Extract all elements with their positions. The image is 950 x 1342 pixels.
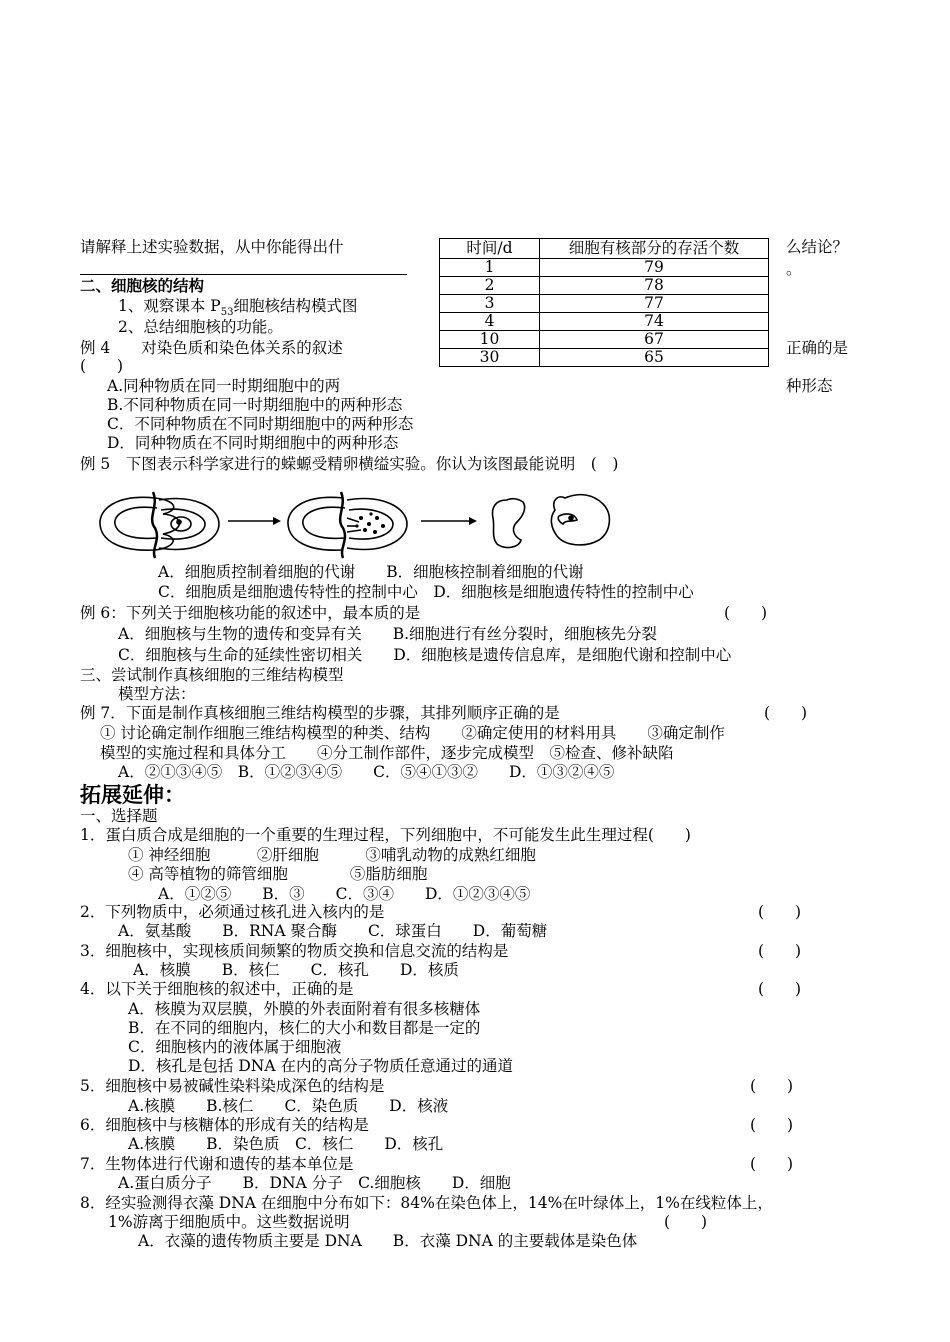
question-stem: 例 7．下面是制作真核细胞三维结构模型的步骤，其排列顺序正确的是 xyxy=(80,704,560,722)
option: C．细胞核内的液体属于细胞液 xyxy=(128,1038,342,1056)
answer-paren: ( ) xyxy=(664,1213,708,1231)
answer-paren: ( ) xyxy=(750,1155,794,1173)
option: D．核孔是包括 DNA 在内的高分子物质任意通过的通道 xyxy=(128,1057,513,1075)
table-row xyxy=(440,277,769,295)
options-row: A．氨基酸 B．RNA 聚合酶 C．球蛋白 D．葡萄糖 xyxy=(118,922,548,940)
option: B.不同种物质在同一时期细胞中的两种形态 xyxy=(107,396,403,414)
answer-paren: ( ) xyxy=(758,942,802,960)
table-header-count: 细胞有核部分的存活个数 xyxy=(540,239,769,259)
section-sub: 一、选择题 xyxy=(80,807,158,825)
egg-cell-1 xyxy=(100,492,219,558)
answer-line xyxy=(80,274,407,275)
question-stem: 2．下列物质中，必须通过核孔进入核内的是 xyxy=(80,903,385,921)
intro-text: 请解释上述实验数据，从中你能得出什 xyxy=(80,238,344,256)
options-row: A.核膜 B．染色质 C．核仁 D．核孔 xyxy=(128,1135,444,1153)
section-title: 三、尝试制作真核细胞的三维结构模型 xyxy=(80,666,344,684)
answer-paren: ( ) xyxy=(750,1116,794,1134)
item-text: 1、观察课本 P xyxy=(118,297,221,315)
egg-half-left xyxy=(493,499,525,548)
answer-paren: ( ) xyxy=(764,704,808,722)
answer-paren: ( ) xyxy=(758,980,802,998)
question-stem: 8．经实验测得衣藻 DNA 在细胞中分布如下：84%在染色体上，14%在叶绿体上，1%在线粒体上， xyxy=(80,1194,773,1212)
table-header-time: 时间/d xyxy=(440,239,540,259)
item-text: 细胞核结构模式图 xyxy=(233,297,358,315)
question-stem: 1．蛋白质合成是细胞的一个重要的生理过程，下列细胞中，不可能发生此生理过程( ) xyxy=(80,826,691,844)
table-row xyxy=(440,331,769,349)
options-row: A.蛋白质分子 B．DNA 分子 C.细胞核 D．细胞 xyxy=(118,1174,511,1192)
extension-title: 拓展延伸： xyxy=(80,782,185,807)
question-stem: 7．生物体进行代谢和遗传的基本单位是 xyxy=(80,1155,354,1173)
question-line: 1%游离于细胞质中。这些数据说明 xyxy=(108,1213,350,1231)
table-cell: 78 xyxy=(540,277,769,295)
table-cell: 65 xyxy=(540,349,769,367)
table-cell: 4 xyxy=(440,313,540,331)
section-item: 2、总结细胞核的功能。 xyxy=(118,318,283,336)
table-header-row xyxy=(440,239,769,259)
option: A．核膜为双层膜，外膜的外表面附着有很多核糖体 xyxy=(128,1000,481,1018)
options-row: C．细胞核与生命的延续性密切相关 D．细胞核是遗传信息库，是细胞代谢和控制中心 xyxy=(118,646,732,664)
option: B．在不同的细胞内，核仁的大小和数目都是一定的 xyxy=(128,1019,481,1037)
section-sub: 模型方法： xyxy=(118,685,196,703)
table-cell: 77 xyxy=(540,295,769,313)
table-row xyxy=(440,295,769,313)
options-row: A.核膜 B.核仁 C．染色质 D．核液 xyxy=(128,1097,449,1115)
table-row xyxy=(440,259,769,277)
table-cell: 74 xyxy=(540,313,769,331)
answer-paren: ( ) xyxy=(724,604,768,622)
question-line: ① 讨论确定制作细胞三维结构模型的种类、结构 ②确定使用的材料用具 ③确定制作 xyxy=(100,724,725,742)
table-cell: 2 xyxy=(440,277,540,295)
table-cell: 3 xyxy=(440,295,540,313)
question-stem: 6．细胞核中与核糖体的形成有关的结构是 xyxy=(80,1116,369,1134)
question-line: ④ 高等植物的筛管细胞 ⑤脂肪细胞 xyxy=(128,865,428,883)
answer-paren: ( ) xyxy=(758,903,802,921)
answer-paren: ( ) xyxy=(750,1077,794,1095)
arrow-icon xyxy=(228,517,281,525)
table-row xyxy=(440,349,769,367)
options-row: A．核膜 B．核仁 C．核孔 D．核质 xyxy=(133,961,459,979)
egg-half-right xyxy=(551,495,609,545)
question-line: 模型的实施过程和具体分工 ④分工制作部件，逐步完成模型 ⑤检查、修补缺陷 xyxy=(100,744,674,762)
table-cell: 30 xyxy=(440,349,540,367)
option-right: 种形态 xyxy=(786,377,833,395)
options-row: C．细胞质是细胞遗传特性的控制中心 D．细胞核是细胞遗传特性的控制中心 xyxy=(158,583,694,601)
question-stem: 5．细胞核中易被碱性染料染成深色的结构是 xyxy=(80,1077,385,1095)
table-cell: 10 xyxy=(440,331,540,349)
table-row xyxy=(440,313,769,331)
intro-text-end: 。 xyxy=(786,260,802,278)
table-cell: 79 xyxy=(540,259,769,277)
option: D．同种物质在不同时期细胞中的两种形态 xyxy=(107,434,399,452)
options-row: A．①②⑤ B．③ C．③④ D．①②③④⑤ xyxy=(158,885,531,903)
question-stem: 例 4 对染色质和染色体关系的叙述 xyxy=(80,339,343,357)
question-stem: 3．细胞核中，实现核质间频繁的物质交换和信息交流的结构是 xyxy=(80,942,509,960)
option: C．不同种物质在不同时期细胞中的两种形态 xyxy=(107,415,414,433)
option: A.同种物质在同一时期细胞中的两 xyxy=(107,377,341,395)
section-title: 二、细胞核的结构 xyxy=(80,276,205,295)
table-cell: 1 xyxy=(440,259,540,277)
egg-cell-2 xyxy=(288,492,407,558)
arrow-icon xyxy=(421,517,477,525)
question-stem: 4．以下关于细胞核的叙述中，正确的是 xyxy=(80,980,354,998)
intro-text-right: 么结论？ xyxy=(786,238,849,256)
question-stem: 例 5 下图表示科学家进行的蝾螈受精卵横缢实验。你认为该图最能说明 ( ) xyxy=(80,455,619,473)
options-row: A．细胞质控制着细胞的代谢 B．细胞核控制着细胞的代谢 xyxy=(158,563,584,581)
survival-table xyxy=(439,238,769,367)
question-line: ① 神经细胞 ②肝细胞 ③哺乳动物的成熟红细胞 xyxy=(128,846,536,864)
question-stem: 例 6：下列关于细胞核功能的叙述中，最本质的是 xyxy=(80,604,421,622)
salamander-egg-figure xyxy=(95,488,625,560)
question-stem-right: 正确的是 xyxy=(786,339,849,357)
table-cell: 67 xyxy=(540,331,769,349)
options-row: A．衣藻的遗传物质主要是 DNA B．衣藻 DNA 的主要载体是染色体 xyxy=(138,1232,638,1250)
options-row: A．细胞核与生物的遗传和变异有关 B.细胞进行有丝分裂时，细胞核先分裂 xyxy=(118,625,658,643)
page-subscript: 53 xyxy=(220,307,234,319)
answer-paren: ( ) xyxy=(80,357,124,375)
options-row: A．②①③④⑤ B．①②③④⑤ C．⑤④①③② D．①③②④⑤ xyxy=(118,763,615,781)
